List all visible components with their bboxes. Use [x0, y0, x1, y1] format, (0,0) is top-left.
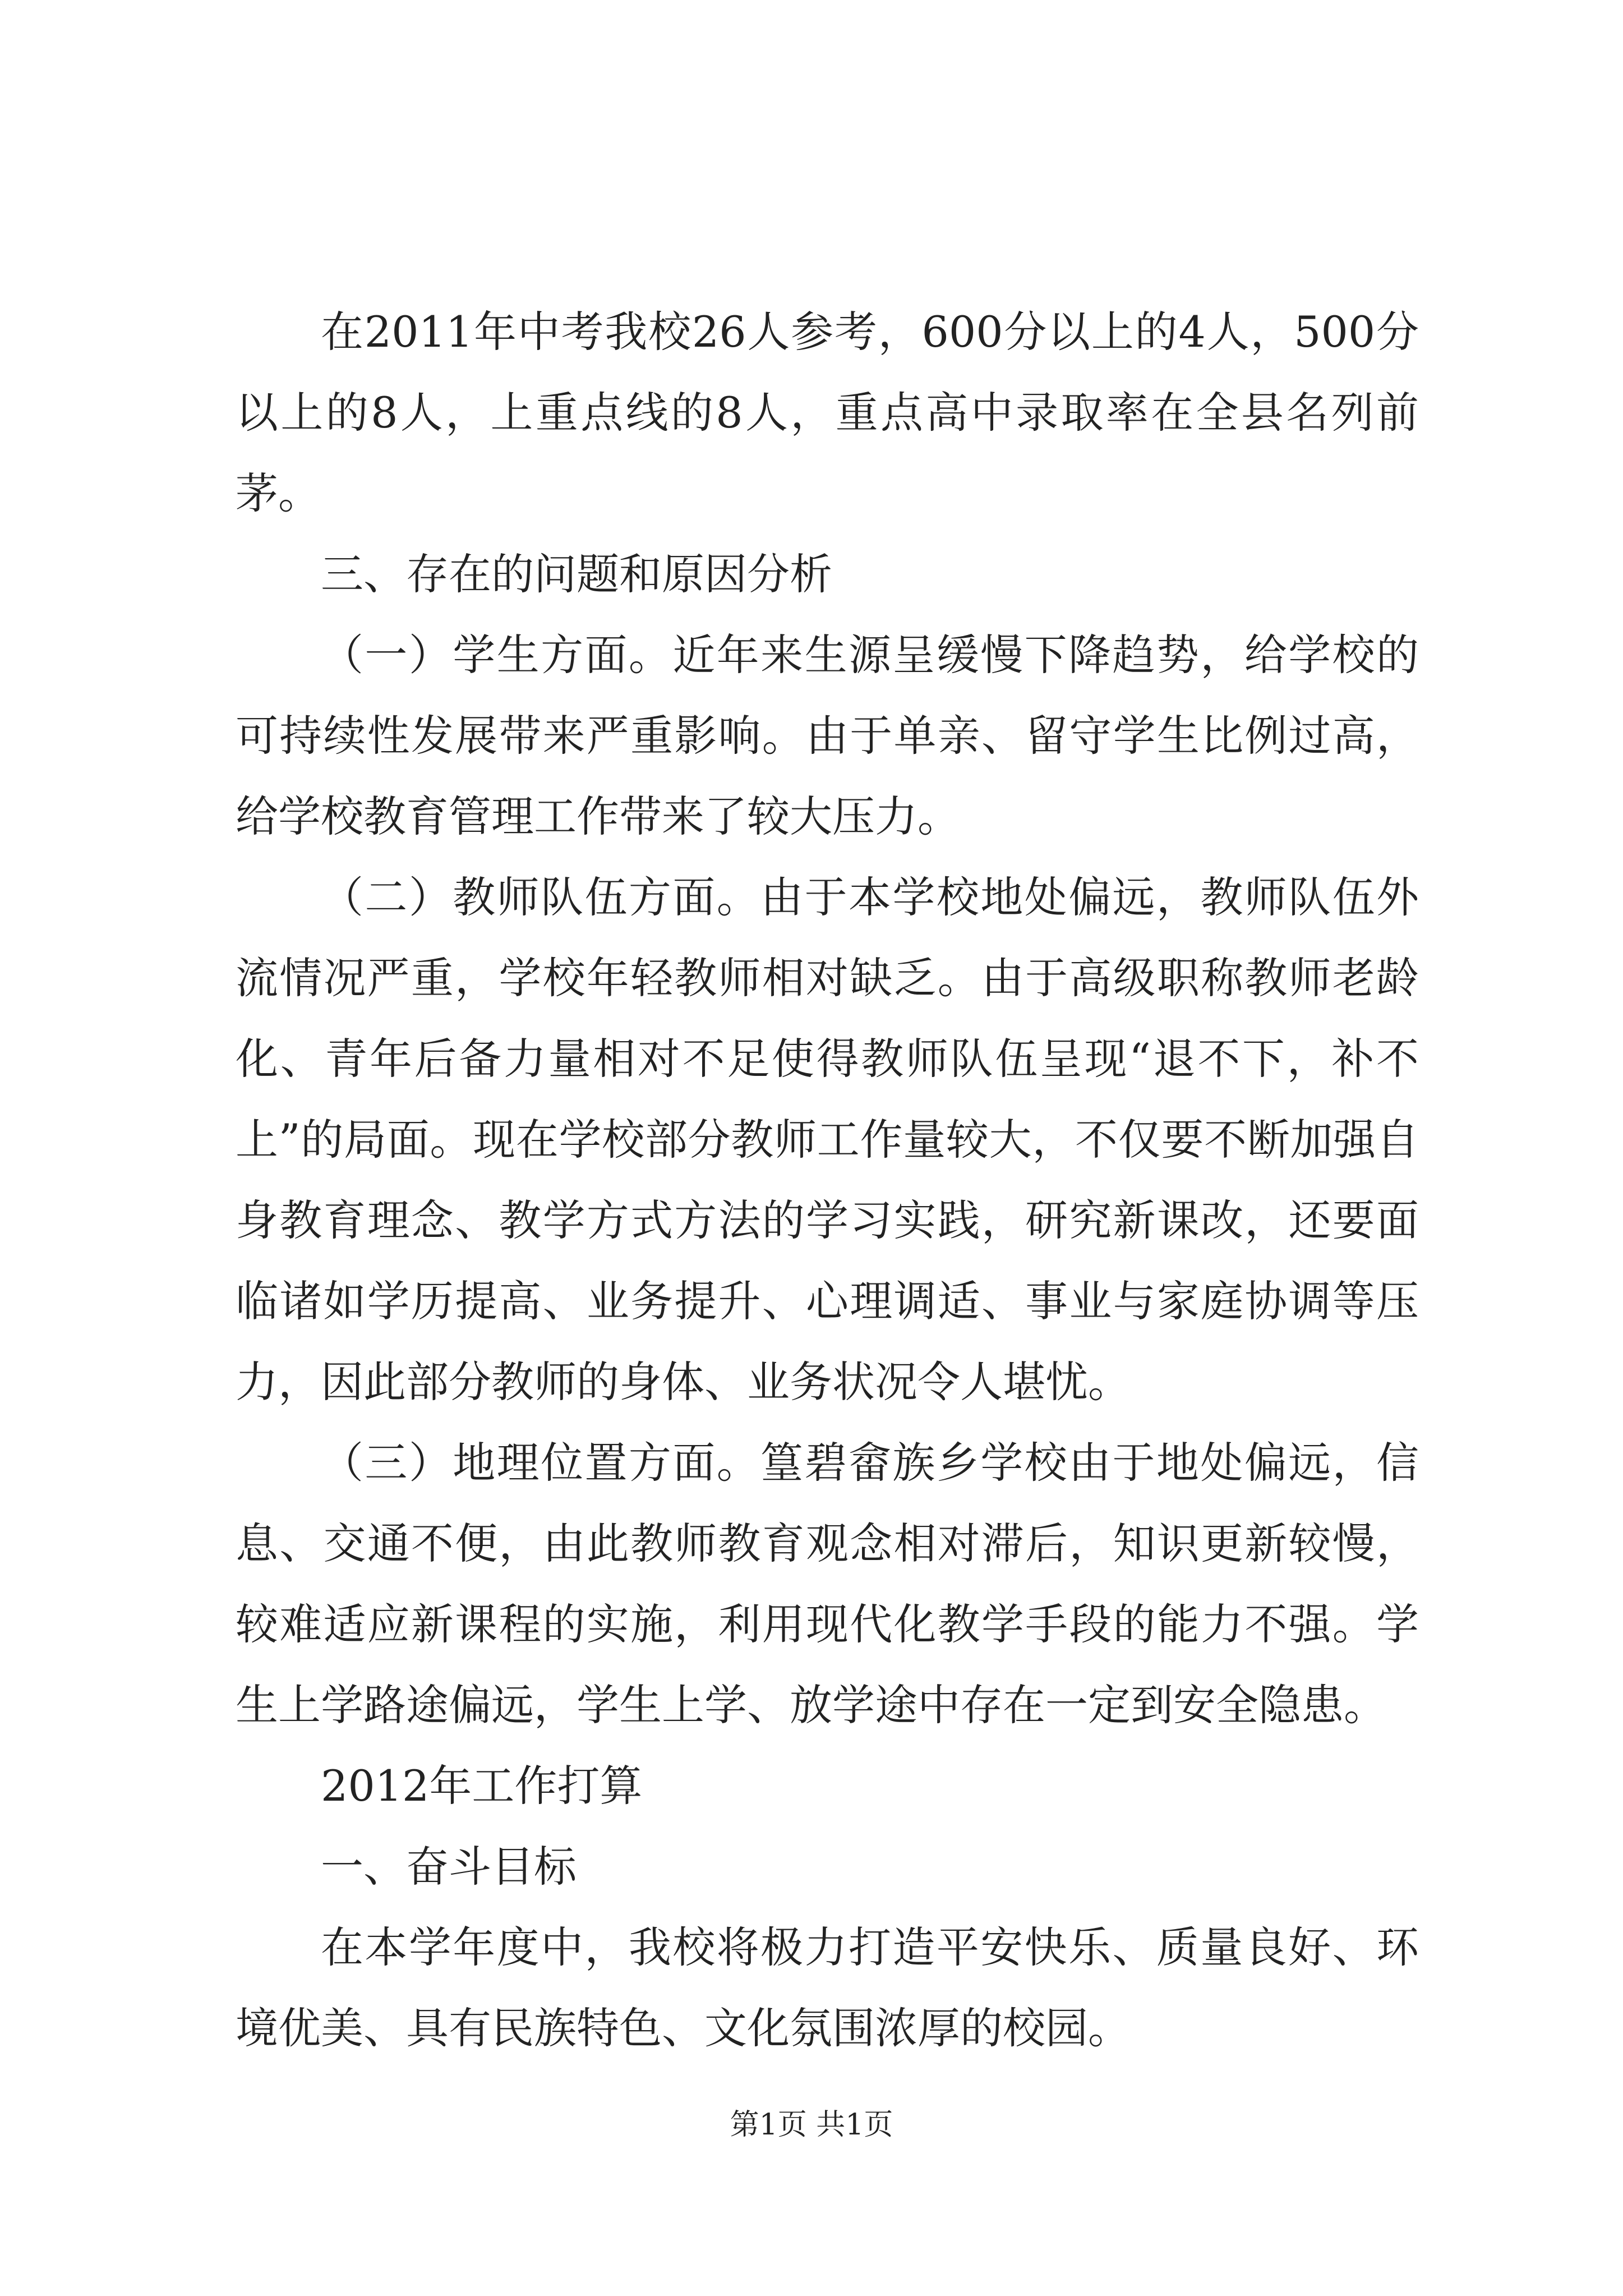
section-heading-goals: 一、奋斗目标	[321, 1842, 577, 1892]
paragraph-exam-results: 在2011年中考我校26人参考，600分以上的4人，500分以上的8人，上重点线的8人，重点高中录取率在全县名列前茅。	[236, 307, 1419, 518]
page-footer: 第1页 共1页	[730, 2108, 893, 2142]
paragraph-students: （一）学生方面。近年来生源呈缓慢下降趋势，给学校的可持续性发展带来严重影响。由于单亲、留守学生比例过高，给学校教育管理工作带来了较大压力。	[236, 630, 1419, 841]
section-heading-problems: 三、存在的问题和原因分析	[321, 549, 832, 599]
document-body	[236, 292, 1419, 2069]
paragraph-goals: 在本学年度中，我校将极力打造平安快乐、质量良好、环境优美、具有民族特色、文化氛围浓厚的校园。	[236, 1922, 1419, 2053]
paragraph-teachers: （二）教师队伍方面。由于本学校地处偏远，教师队伍外流情况严重，学校年轻教师相对缺乏。由于高级职称教师老龄化、青年后备力量相对不足使得教师队伍呈现“退不下，补不上”的局面。现在学校部分教师工作量较大，不仅要不断加强自身教育理念、教学方式方法的学习实践，研究新课改，还要面临诸如学历提高、业务提升、心理调适、事业与家庭协调等压力，因此部分教师的身体、业务状况令人堪忧。	[236, 872, 1419, 1407]
section-heading-2012-plan: 2012年工作打算	[321, 1761, 643, 1811]
paragraph-location: （三）地理位置方面。篁碧畲族乡学校由于地处偏远，信息、交通不便，由此教师教育观念相对滞后，知识更新较慢，较难适应新课程的实施，利用现代化教学手段的能力不强。学生上学路途偏远，学生上学、放学途中存在一定到安全隐患。	[236, 1438, 1419, 1730]
